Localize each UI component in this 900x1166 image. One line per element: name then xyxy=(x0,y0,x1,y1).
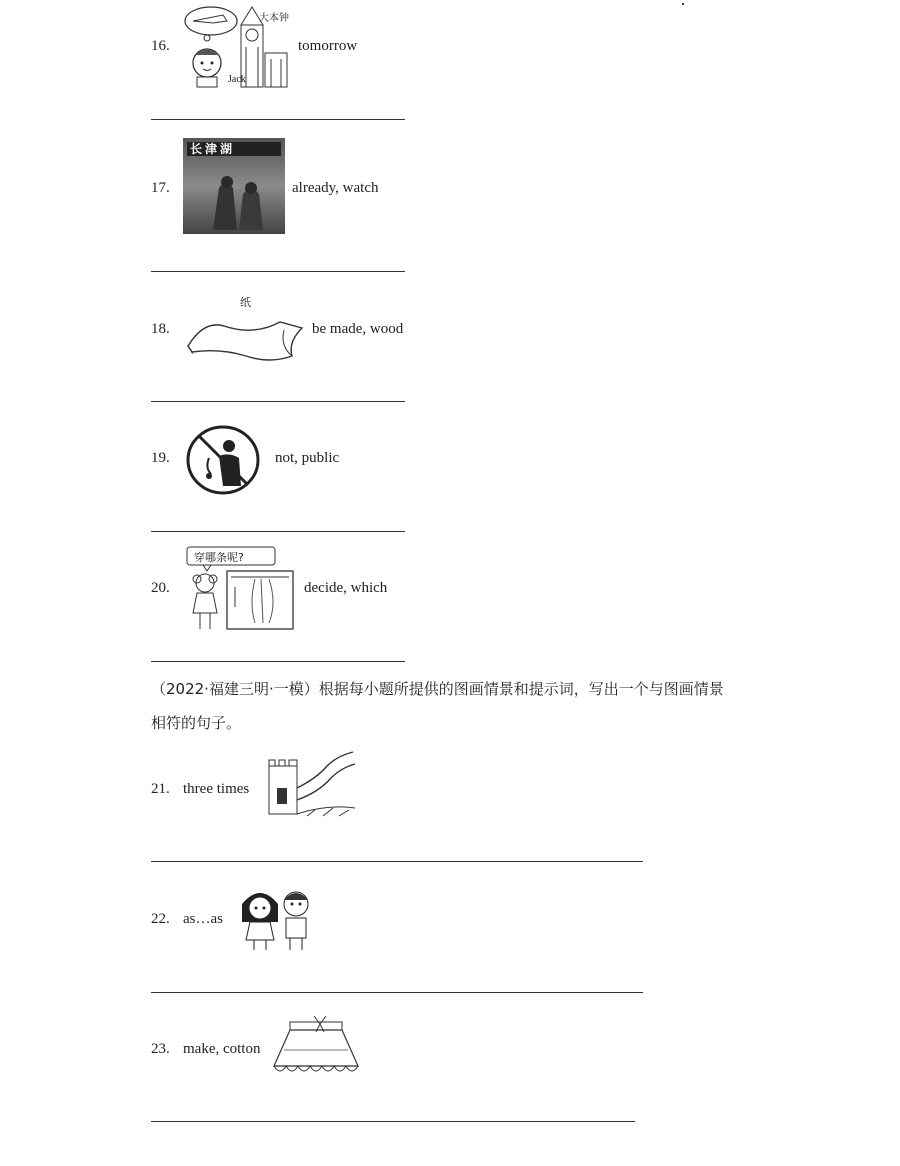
great-wall-picture xyxy=(267,748,357,820)
paper-scroll-picture xyxy=(184,312,306,364)
question-number: 17. xyxy=(151,180,170,196)
question-number: 22. xyxy=(151,911,170,927)
answer-line xyxy=(151,992,643,993)
answer-line xyxy=(151,1121,635,1122)
hint-text: make, cotton xyxy=(183,1041,261,1057)
hint-text: tomorrow xyxy=(298,38,358,54)
hint-text: three times xyxy=(183,781,250,797)
no-spitting-sign xyxy=(185,424,263,496)
poster-title: 长津湖 xyxy=(190,142,236,156)
skirt-picture xyxy=(270,1014,362,1080)
person-label: Jack xyxy=(228,74,246,85)
answer-line xyxy=(151,401,405,402)
answer-line xyxy=(151,861,643,862)
answer-line xyxy=(151,661,405,662)
instructions-line-2: 相符的句子。 xyxy=(151,714,242,732)
answer-line xyxy=(151,119,405,120)
speech-bubble-text: 穿哪条呢? xyxy=(194,551,244,564)
question-number: 18. xyxy=(151,321,170,337)
paper-label: 纸 xyxy=(240,296,251,309)
question-number: 16. xyxy=(151,38,170,54)
answer-line xyxy=(151,271,405,272)
hint-text: be made, wood xyxy=(312,321,404,337)
two-children-picture xyxy=(236,882,320,954)
question-number: 20. xyxy=(151,580,170,596)
answer-line xyxy=(151,531,405,532)
question-number: 19. xyxy=(151,450,170,466)
hint-text: not, public xyxy=(275,450,340,466)
section-instructions xyxy=(151,672,771,740)
hint-text: decide, which xyxy=(304,580,388,596)
hint-text: as…as xyxy=(183,911,223,927)
question-number: 21. xyxy=(151,781,170,797)
question-number: 23. xyxy=(151,1041,170,1057)
landmark-label: 大本钟 xyxy=(259,13,289,24)
scan-dot xyxy=(682,3,684,5)
hint-text: already, watch xyxy=(292,180,379,196)
instructions-line-1: （2022·福建三明·一模）根据每小题所提供的图画情景和提示词，写出一个与图画情景 xyxy=(151,680,724,698)
